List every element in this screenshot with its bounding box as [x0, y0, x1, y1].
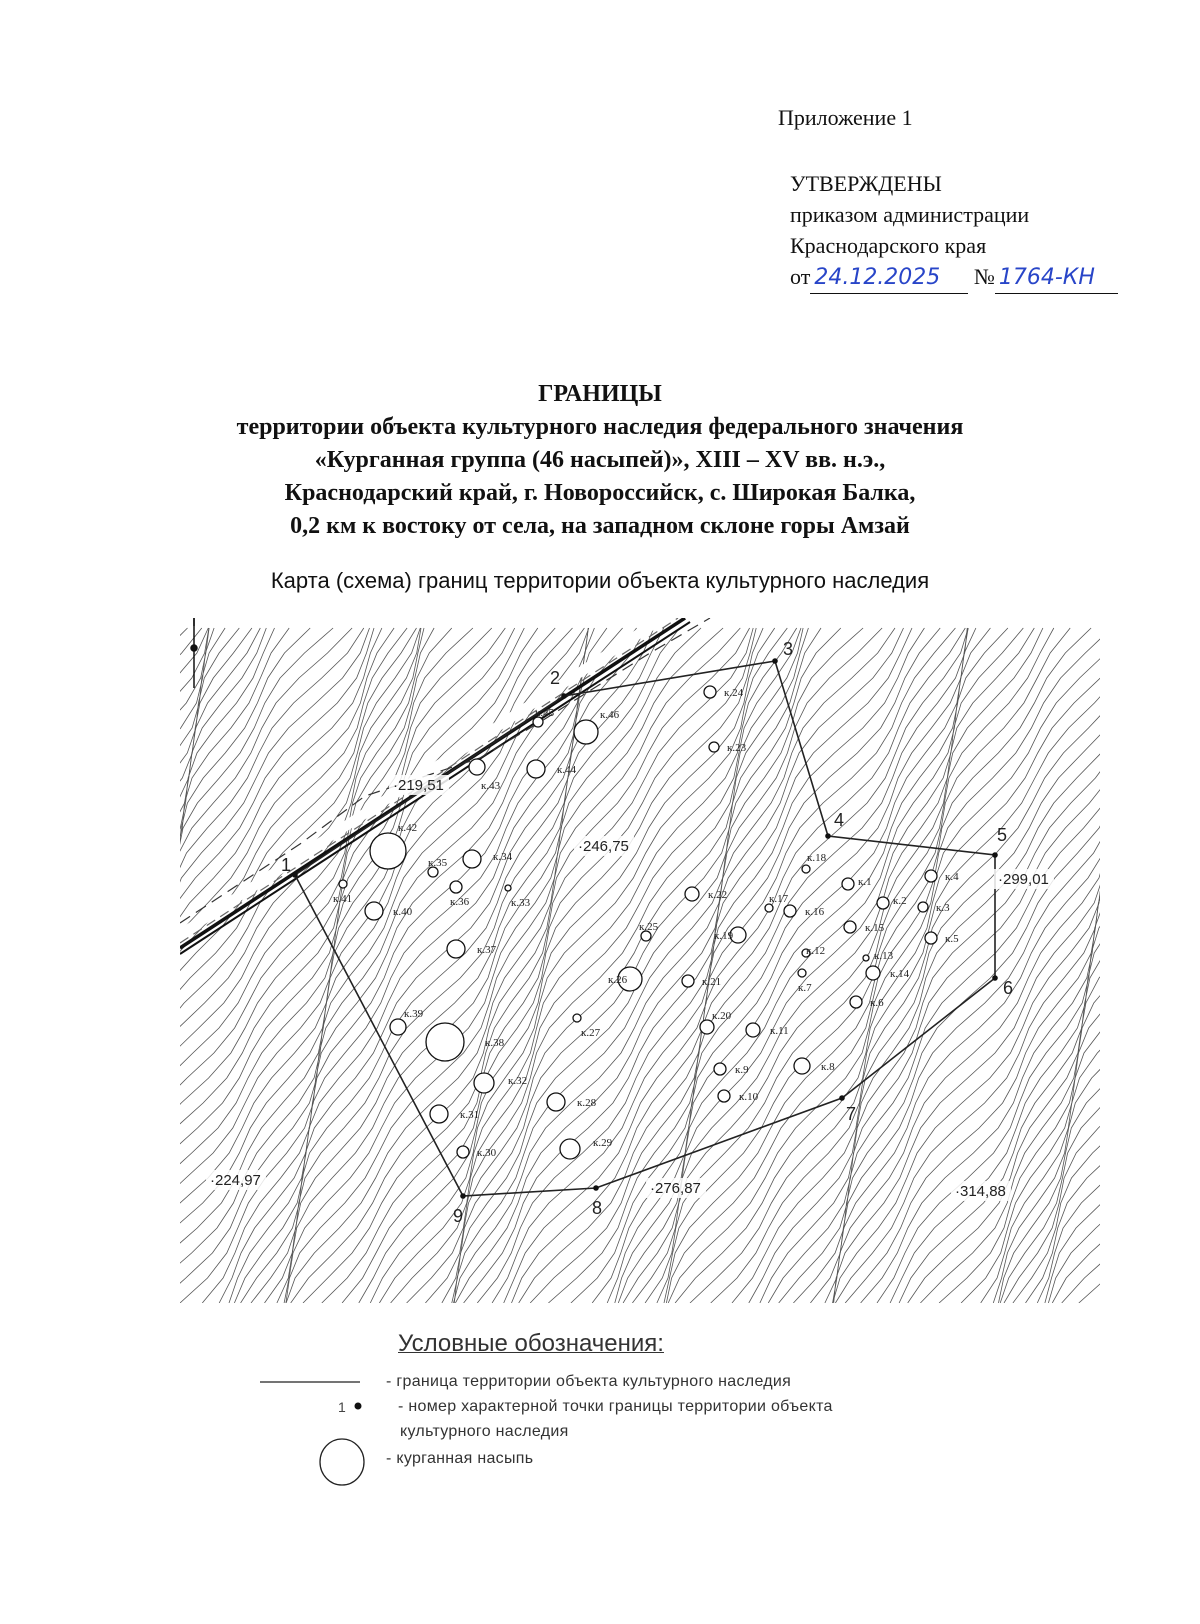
mound-40	[365, 902, 383, 920]
boundary-point-2	[561, 693, 567, 699]
mound-label-20: к.20	[712, 1010, 732, 1022]
north-arrow	[189, 618, 199, 688]
mound-42	[370, 833, 406, 869]
approval-block	[790, 168, 1118, 294]
approval-date-line	[790, 261, 1118, 294]
mound-label-3: к.3	[936, 902, 950, 914]
mound-13	[863, 955, 869, 961]
mound-label-18: к.18	[807, 852, 827, 864]
mound-label-45: к.45	[535, 707, 555, 719]
boundary-point-1	[292, 872, 298, 878]
boundary-point-3	[772, 658, 778, 664]
mound-label-1: к.1	[858, 876, 872, 888]
contour-lines	[180, 628, 1100, 1303]
elevation-5: ·276,87	[650, 1180, 701, 1197]
mound-32	[474, 1073, 494, 1093]
legend-point-text-2: культурного наследия	[400, 1423, 569, 1440]
boundary-point-label-8: 8	[592, 1198, 603, 1218]
document-title	[0, 378, 1200, 543]
mound-label-36: к.36	[450, 896, 470, 908]
elevation-3: ·299,01	[998, 871, 1049, 888]
mound-22	[685, 887, 699, 901]
mound-43	[469, 759, 485, 775]
mound-label-33: к.33	[511, 897, 531, 909]
mound-label-4: к.4	[945, 871, 959, 883]
mound-label-42: к.42	[398, 822, 418, 834]
mound-34	[463, 850, 481, 868]
order-date: 24.12.2025	[810, 262, 968, 294]
mound-label-46: к.46	[600, 709, 620, 721]
mound-label-11: к.11	[770, 1025, 789, 1037]
mound-38	[426, 1023, 464, 1061]
boundary-map	[180, 618, 1100, 1303]
mound-label-34: к.34	[493, 851, 513, 863]
mound-sample-circle	[320, 1439, 364, 1485]
mound-2	[877, 897, 889, 909]
mound-label-28: к.28	[577, 1097, 597, 1109]
mound-label-23: к.23	[727, 742, 747, 754]
boundary-point-label-3: 3	[783, 639, 794, 659]
mound-label-15: к.15	[865, 922, 885, 934]
elevation-2: ·246,75	[578, 838, 629, 855]
mound-7	[798, 969, 806, 977]
mound-label-5: к.5	[945, 933, 959, 945]
title-line-3: Краснодарский край, г. Новороссийск, с. Широкая Балка,	[284, 480, 916, 506]
mound-label-37: к.37	[477, 944, 497, 956]
boundary-point-5	[992, 852, 998, 858]
mound-18	[802, 865, 810, 873]
boundary-point-label-5: 5	[997, 825, 1008, 845]
mound-27	[573, 1014, 581, 1022]
boundary-point-label-1: 1	[281, 855, 292, 875]
mound-label-32: к.32	[508, 1075, 528, 1087]
map-caption: Карта (схема) границ территории объекта культурного наследия	[270, 568, 930, 593]
approval-line-1: УТВЕРЖДЕНЫ	[790, 171, 942, 196]
mound-label-30: к.30	[477, 1147, 497, 1159]
mound-10	[718, 1090, 730, 1102]
order-number: 1764-КН	[995, 262, 1118, 294]
mound-label-2: к.2	[893, 895, 907, 907]
mound-label-17: к.17	[769, 893, 789, 905]
mound-44	[527, 760, 545, 778]
mound-14	[866, 966, 880, 980]
date-prefix: от	[790, 264, 811, 289]
mound-39	[390, 1019, 406, 1035]
mound-21	[682, 975, 694, 987]
mound-41	[339, 880, 347, 888]
mound-label-40: к.40	[393, 906, 413, 918]
mound-label-31: к.31	[460, 1109, 480, 1121]
point-sample-dot	[355, 1403, 362, 1410]
boundary-point-label-4: 4	[834, 810, 845, 830]
mound-11	[746, 1023, 760, 1037]
boundary-point-8	[593, 1185, 599, 1191]
mound-33	[505, 885, 511, 891]
mound-16	[784, 905, 796, 917]
mound-label-13: к.13	[874, 950, 894, 962]
mound-6	[850, 996, 862, 1008]
legend	[260, 1330, 1060, 1500]
approval-line-3: Краснодарского края	[790, 233, 987, 258]
mound-label-6: к.6	[870, 997, 884, 1009]
mound-17	[765, 904, 773, 912]
mound-24	[704, 686, 716, 698]
legend-title: Условные обозначения:	[398, 1330, 664, 1357]
mound-37	[447, 940, 465, 958]
mound-label-41: к.41	[333, 893, 353, 905]
approval-line-2: приказом администрации	[790, 202, 1030, 227]
mound-5	[925, 932, 937, 944]
mound-label-10: к.10	[739, 1091, 759, 1103]
legend-symbols	[260, 1330, 380, 1500]
boundary-point-7	[839, 1095, 845, 1101]
mound-label-24: к.24	[724, 687, 744, 699]
mound-23	[709, 742, 719, 752]
legend-boundary-text: - граница территории объекта культурного наследия	[386, 1373, 792, 1390]
legend-mound-text: - курганная насыпь	[386, 1450, 534, 1467]
legend-point-text-1: - номер характерной точки границы территории объекта	[398, 1398, 833, 1415]
mound-label-21: к.21	[702, 976, 722, 988]
mound-20	[700, 1020, 714, 1034]
mound-label-22: к.22	[708, 889, 728, 901]
mound-label-9: к.9	[735, 1064, 749, 1076]
title-line-4: 0,2 км к востоку от села, на западном склоне горы Амзай	[290, 513, 910, 539]
mound-label-12: к.12	[806, 945, 826, 957]
mound-label-26: к.26	[608, 974, 628, 986]
boundary-point-4	[825, 833, 831, 839]
boundary-point-label-7: 7	[846, 1104, 857, 1124]
mound-label-16: к.16	[805, 906, 825, 918]
boundary-point-label-9: 9	[453, 1206, 464, 1226]
mound-28	[547, 1093, 565, 1111]
boundary-point-6	[992, 975, 998, 981]
title-line-2: «Курганная группа (46 насыпей)», XIII – XV вв. н.э.,	[314, 447, 886, 473]
mound-label-25: к.25	[639, 921, 659, 933]
mound-label-44: к.44	[557, 764, 577, 776]
point-sample-number: 1	[338, 1399, 346, 1415]
mound-label-38: к.38	[485, 1037, 505, 1049]
mound-label-19: к.19	[714, 930, 734, 942]
mound-4	[925, 870, 937, 882]
number-prefix: №	[973, 264, 995, 289]
boundary-point-9	[460, 1193, 466, 1199]
mound-label-43: к.43	[481, 780, 501, 792]
boundary-point-label-6: 6	[1003, 978, 1014, 998]
mound-1	[842, 878, 854, 890]
mound-31	[430, 1105, 448, 1123]
boundary-point-label-2: 2	[550, 668, 561, 688]
appendix-label: Приложение 1	[778, 105, 913, 130]
mound-29	[560, 1139, 580, 1159]
mound-label-29: к.29	[593, 1137, 613, 1149]
elevation-6: ·314,88	[955, 1183, 1006, 1200]
mound-9	[714, 1063, 726, 1075]
mound-label-35: к.35	[428, 857, 448, 869]
mound-label-8: к.8	[821, 1061, 835, 1073]
elevation-4: ·224,97	[210, 1172, 261, 1189]
mound-label-27: к.27	[581, 1027, 601, 1039]
mound-36	[450, 881, 462, 893]
title-heading: ГРАНИЦЫ	[538, 381, 662, 407]
mound-label-39: к.39	[404, 1008, 424, 1020]
mound-46	[574, 720, 598, 744]
mound-15	[844, 921, 856, 933]
title-line-1: территории объекта культурного наследия федерального значения	[236, 414, 964, 440]
elevation-1: ·219,51	[393, 777, 444, 794]
mound-3	[918, 902, 928, 912]
mound-label-7: к.7	[798, 982, 812, 994]
mound-30	[457, 1146, 469, 1158]
mound-8	[794, 1058, 810, 1074]
mound-label-14: к.14	[890, 968, 910, 980]
